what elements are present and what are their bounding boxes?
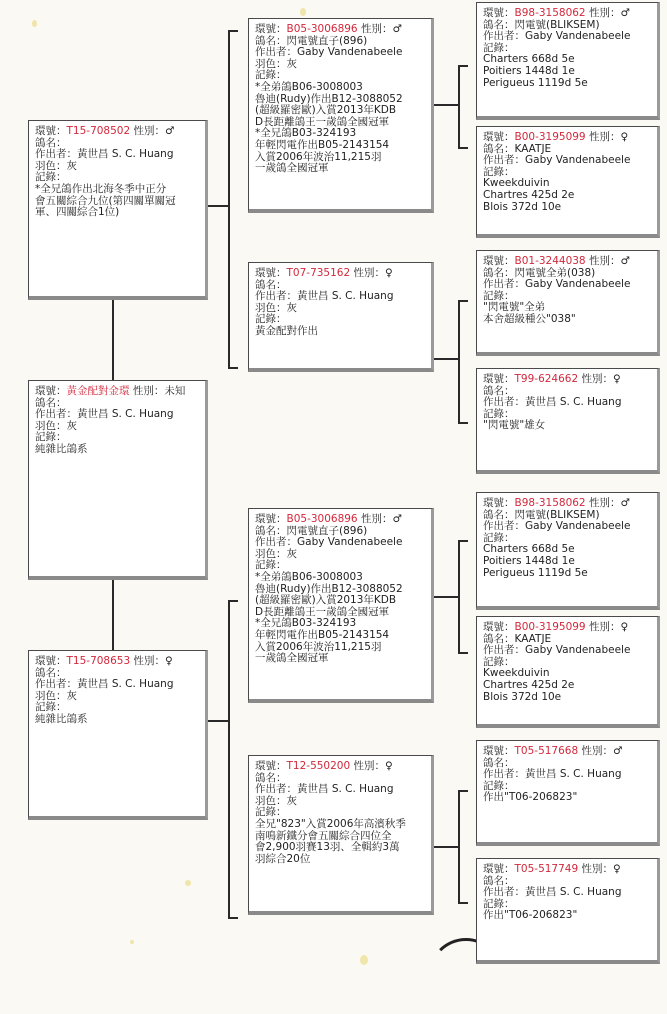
color-value: 灰	[66, 419, 77, 432]
author-value: Gaby Vandenabeele	[525, 30, 631, 43]
record-line: 入賞2006年波治11,215羽	[255, 640, 382, 653]
sex-label: 性別：	[588, 7, 621, 19]
author-label: 作出者：	[483, 886, 525, 899]
sex-value: ♂	[392, 23, 402, 35]
color-label: 羽色：	[255, 301, 287, 314]
record-line: 純雜比鴿系	[35, 442, 88, 455]
name-label: 鴿名：	[35, 666, 67, 679]
record-line: 一歲鴿全國冠軍	[255, 652, 329, 665]
author-label: 作出者：	[483, 30, 525, 43]
ring-number: T15-708653	[66, 655, 131, 667]
ring-label: 環號：	[255, 267, 287, 279]
record-line: (超級羅密歐)入賞2013年KDB	[255, 104, 397, 117]
record-line: 全兄"823"入賞2006年高濱秋季	[255, 817, 406, 830]
author-label: 作出者：	[35, 408, 77, 421]
author-value: 黃世昌 S. C. Huang	[525, 768, 622, 781]
author-value: Gaby Vandenabeele	[525, 154, 631, 167]
connector-bracket	[458, 540, 468, 654]
record-line: (超級羅密歐)入賞2013年KDB	[255, 594, 397, 607]
sex-label: 性別：	[581, 745, 613, 757]
ring-label: 環號：	[483, 497, 515, 509]
author-value: 黃世昌 S. C. Huang	[525, 396, 622, 409]
record-line: 會2,900羽賽13羽、全輯約3萬	[255, 841, 400, 854]
author-label: 作出者：	[483, 768, 525, 781]
record-line: 羽綜合20位	[255, 852, 311, 865]
connector-line	[434, 846, 458, 848]
record-line: Poitiers 1448d 1e	[483, 64, 575, 77]
name-label: 鴿名：	[255, 34, 287, 47]
record-line: 軍、四關綜合1位)	[35, 206, 120, 219]
color-value: 灰	[286, 547, 297, 560]
record-line: "閃電號"全弟	[483, 301, 546, 314]
record-line: *全兄鴿B03-324193	[255, 617, 357, 630]
record-label: 記錄：	[255, 69, 287, 82]
great-grand-1-card[interactable]	[476, 2, 660, 120]
color-label: 羽色：	[35, 159, 67, 172]
sex-value: ♀	[613, 373, 621, 385]
record-line: Perigueus 1119d 5e	[483, 566, 588, 579]
record-label: 記錄：	[483, 531, 515, 544]
connector-line	[112, 580, 114, 650]
connector-bracket	[228, 600, 238, 919]
record-line: D長距離鴿王一歲鴿全國冠軍	[255, 115, 390, 128]
author-label: 作出者：	[483, 396, 525, 409]
record-line: *全兄鴿作出北海冬季中正分	[35, 182, 167, 195]
sex-value: ♂	[392, 513, 402, 525]
sex-value: ♀	[385, 267, 393, 279]
ring-number: T05-517668	[514, 745, 579, 757]
record-line: 魯迪(Rudy)作出B12-3088052	[255, 582, 403, 595]
name-label: 鴿名：	[483, 18, 515, 31]
sex-value: ♂	[620, 255, 630, 267]
name-label: 鴿名：	[255, 524, 287, 537]
granddam-1-card[interactable]	[248, 262, 434, 372]
record-line: Poitiers 1448d 1e	[483, 554, 575, 567]
sex-label: 性別：	[133, 125, 165, 137]
sex-value: ♀	[385, 760, 393, 772]
ring-label: 環號：	[483, 255, 515, 267]
subject-sire-card[interactable]	[28, 120, 208, 300]
record-line: 南鳴新鐵分會五關綜合四位全	[255, 829, 392, 842]
record-line: Blois 372d 10e	[483, 200, 562, 213]
author-value: Gaby Vandenabeele	[525, 644, 631, 657]
record-label: 記錄：	[483, 407, 515, 420]
record-line: 純雜比鴿系	[35, 712, 88, 725]
ring-number: T07-735162	[286, 267, 351, 279]
paper-speck	[130, 940, 134, 944]
ring-number: B05-3006896	[286, 23, 358, 35]
record-line: 作出"T06-206823"	[483, 909, 578, 922]
record-line: 本舍超級種公"038"	[483, 312, 576, 325]
record-line: *全弟鴿B06-3008003	[255, 80, 363, 93]
color-label: 羽色：	[255, 57, 287, 70]
ring-number: T15-708502	[66, 125, 131, 137]
name-value: 閃電號直子(896)	[286, 34, 368, 47]
ring-label: 環號：	[255, 760, 287, 772]
author-value: 黃世昌 S. C. Huang	[297, 783, 394, 796]
record-line: Chartres 425d 2e	[483, 188, 575, 201]
great-grand-7-card[interactable]	[476, 740, 660, 846]
author-value: Gaby Vandenabeele	[297, 46, 403, 59]
author-value: Gaby Vandenabeele	[297, 536, 403, 549]
sex-value: 未知	[164, 385, 186, 397]
sex-value: ♂	[613, 745, 623, 757]
name-label: 鴿名：	[483, 266, 515, 279]
sex-value: ♀	[165, 655, 173, 667]
record-label: 記錄：	[255, 806, 287, 819]
sex-label: 性別：	[132, 385, 165, 397]
sex-label: 性別：	[588, 255, 621, 267]
name-label: 鴿名：	[483, 632, 515, 645]
name-label: 鴿名：	[483, 874, 515, 887]
record-line: Perigueus 1119d 5e	[483, 76, 588, 89]
name-label: 鴿名：	[35, 136, 67, 149]
author-value: Gaby Vandenabeele	[525, 278, 631, 291]
author-label: 作出者：	[483, 644, 525, 657]
name-label: 鴿名：	[483, 756, 515, 769]
sex-label: 性別：	[588, 621, 621, 633]
sex-value: ♀	[613, 863, 621, 875]
great-grand-3-card[interactable]	[476, 250, 660, 356]
record-line: 作出"T06-206823"	[483, 791, 578, 804]
record-label: 記錄：	[483, 779, 515, 792]
color-label: 羽色：	[35, 689, 67, 702]
granddam-2-card[interactable]	[248, 755, 434, 915]
color-label: 羽色：	[35, 419, 67, 432]
ring-number: B05-3006896	[286, 513, 358, 525]
record-line: 黃金配對作出	[255, 324, 318, 337]
ring-label: 環號：	[255, 23, 287, 35]
name-label: 鴿名：	[483, 142, 515, 155]
ring-label: 環號：	[35, 655, 67, 667]
author-label: 作出者：	[483, 520, 525, 533]
paper-speck	[360, 955, 368, 965]
sex-label: 性別：	[360, 513, 393, 525]
name-value: KAATJE	[514, 142, 552, 155]
color-value: 灰	[286, 57, 297, 70]
record-line: 年輕閃電作出B05-2143154	[255, 138, 390, 151]
record-line: 一歲鴿全國冠軍	[255, 162, 329, 175]
name-value: KAATJE	[514, 632, 552, 645]
ring-label: 環號：	[483, 7, 515, 19]
name-label: 鴿名：	[483, 384, 515, 397]
connector-bracket	[458, 65, 468, 149]
great-grand-6-card[interactable]	[476, 616, 660, 728]
record-line: Charters 668d 5e	[483, 543, 575, 556]
ring-number: 黃金配對金環	[66, 385, 130, 397]
name-label: 鴿名：	[35, 396, 67, 409]
ring-label: 環號：	[35, 385, 67, 397]
sex-label: 性別：	[588, 497, 621, 509]
author-value: 黃世昌 S. C. Huang	[77, 678, 174, 691]
color-value: 灰	[286, 301, 297, 314]
sex-value: ♂	[620, 7, 630, 19]
record-label: 記錄：	[483, 165, 515, 178]
ring-number: B98-3158062	[514, 7, 586, 19]
record-line: Blois 372d 10e	[483, 690, 562, 703]
connector-line	[208, 205, 229, 207]
record-line: 入賞2006年波治11,215羽	[255, 150, 382, 163]
sex-label: 性別：	[581, 373, 613, 385]
ring-label: 環號：	[483, 131, 515, 143]
paper-speck	[185, 880, 191, 886]
record-label: 記錄：	[483, 655, 515, 668]
record-line: Chartres 425d 2e	[483, 678, 575, 691]
author-label: 作出者：	[483, 154, 525, 167]
connector-line	[434, 358, 458, 360]
connector-bracket	[458, 790, 468, 904]
ring-label: 環號：	[35, 125, 67, 137]
ring-number: B01-3244038	[514, 255, 586, 267]
name-label: 鴿名：	[255, 278, 287, 291]
author-value: 黃世昌 S. C. Huang	[77, 408, 174, 421]
record-line: 會五關綜合九位(第四關單關冠	[35, 194, 176, 207]
name-label: 鴿名：	[255, 771, 287, 784]
grandsire-2-card[interactable]	[248, 508, 434, 703]
ring-number: B00-3195099	[514, 131, 586, 143]
record-label: 記錄：	[483, 897, 515, 910]
color-value: 灰	[286, 794, 297, 807]
sex-value: ♀	[620, 131, 629, 143]
author-label: 作出者：	[255, 536, 297, 549]
paper-speck	[32, 20, 37, 27]
author-label: 作出者：	[35, 148, 77, 161]
sex-label: 性別：	[360, 23, 393, 35]
ring-number: B98-3158062	[514, 497, 586, 509]
name-value: 閃電號(BLIKSEM)	[514, 508, 600, 521]
record-line: *全弟鴿B06-3008003	[255, 570, 363, 583]
name-label: 鴿名：	[483, 508, 515, 521]
great-grand-2-card[interactable]	[476, 126, 660, 238]
author-value: 黃世昌 S. C. Huang	[525, 886, 622, 899]
ring-number: B00-3195099	[514, 621, 586, 633]
ring-number: T05-517749	[514, 863, 579, 875]
ring-number: T12-550200	[286, 760, 351, 772]
record-line: "閃電號"雄女	[483, 419, 546, 432]
author-label: 作出者：	[483, 278, 525, 291]
name-value: 閃電號(BLIKSEM)	[514, 18, 600, 31]
sex-label: 性別：	[353, 760, 385, 772]
record-label: 記錄：	[483, 289, 515, 302]
grandsire-1-card[interactable]	[248, 18, 434, 213]
record-line: 魯迪(Rudy)作出B12-3088052	[255, 92, 403, 105]
great-grand-5-card[interactable]	[476, 492, 660, 610]
paper-speck	[300, 8, 306, 16]
ring-label: 環號：	[483, 621, 515, 633]
author-value: Gaby Vandenabeele	[525, 520, 631, 533]
connector-line	[208, 720, 229, 722]
connector-bracket	[458, 300, 468, 424]
ring-label: 環號：	[483, 745, 515, 757]
author-label: 作出者：	[255, 783, 297, 796]
name-value: 閃電號直子(896)	[286, 524, 368, 537]
sex-value: ♂	[165, 125, 175, 137]
sex-value: ♀	[620, 621, 629, 633]
ring-label: 環號：	[483, 863, 515, 875]
color-label: 羽色：	[255, 547, 287, 560]
great-grand-8-card[interactable]	[476, 858, 660, 964]
ring-label: 環號：	[483, 373, 515, 385]
color-value: 灰	[66, 689, 77, 702]
author-label: 作出者：	[255, 290, 297, 303]
connector-line	[112, 300, 114, 380]
connector-bracket	[228, 30, 238, 369]
record-label: 記錄：	[255, 559, 287, 572]
subject-self-card[interactable]	[28, 380, 208, 580]
record-line: Charters 668d 5e	[483, 53, 575, 66]
record-line: D長距離鴿王一歲鴿全國冠軍	[255, 605, 390, 618]
record-label: 記錄：	[35, 171, 67, 184]
connector-line	[434, 596, 458, 598]
record-line: Kweekduivin	[483, 177, 550, 190]
name-value: 閃電號全弟(038)	[514, 266, 596, 279]
author-value: 黃世昌 S. C. Huang	[297, 290, 394, 303]
connector-line	[434, 104, 458, 106]
record-label: 記錄：	[483, 41, 515, 54]
great-grand-4-card[interactable]	[476, 368, 660, 474]
record-line: 年輕閃電作出B05-2143154	[255, 628, 390, 641]
sex-value: ♂	[620, 497, 630, 509]
record-label: 記錄：	[35, 431, 67, 444]
author-value: 黃世昌 S. C. Huang	[77, 148, 174, 161]
record-line: Kweekduivin	[483, 667, 550, 680]
ring-label: 環號：	[255, 513, 287, 525]
sex-label: 性別：	[581, 863, 613, 875]
author-label: 作出者：	[35, 678, 77, 691]
record-label: 記錄：	[35, 701, 67, 714]
record-line: *全兄鴿B03-324193	[255, 127, 357, 140]
color-value: 灰	[66, 159, 77, 172]
sex-label: 性別：	[588, 131, 621, 143]
sex-label: 性別：	[133, 655, 165, 667]
author-label: 作出者：	[255, 46, 297, 59]
record-label: 記錄：	[255, 313, 287, 326]
color-label: 羽色：	[255, 794, 287, 807]
sex-label: 性別：	[353, 267, 385, 279]
subject-dam-card[interactable]	[28, 650, 208, 820]
ring-number: T99-624662	[514, 373, 579, 385]
